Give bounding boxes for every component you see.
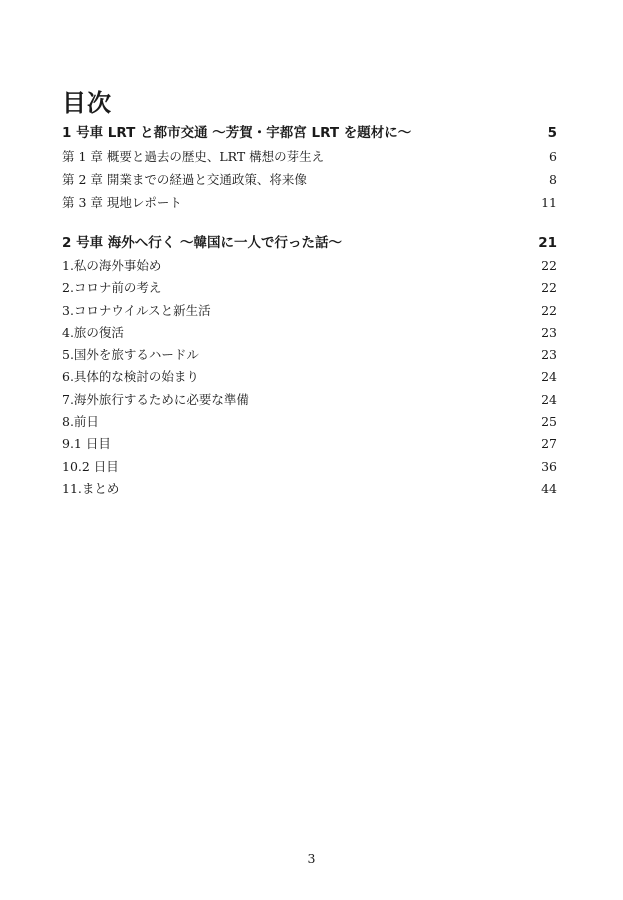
toc-entry-label: 1.私の海外事始め <box>62 258 162 273</box>
toc-title: 目次 <box>62 89 112 117</box>
toc-entry[interactable] <box>62 389 557 411</box>
toc-entry-label: 第 3 章 現地レポート <box>62 195 182 210</box>
toc-entry-page: 24 <box>541 369 557 385</box>
toc-heading-page: 5 <box>547 125 557 141</box>
toc-entry-page: 36 <box>541 458 557 474</box>
toc-entry[interactable] <box>62 145 557 168</box>
toc-entry-page: 23 <box>541 324 557 340</box>
toc-entry-label: 6.具体的な検討の始まり <box>62 369 199 385</box>
toc-entry-page: 11 <box>541 195 557 210</box>
toc-heading-label: 1 号車 LRT と都市交通 ～芳賀・宇都宮 LRT を題材に～ <box>62 125 412 141</box>
toc-entry-list <box>62 255 557 500</box>
toc-entry-label: 5.国外を旅するハードル <box>62 347 199 363</box>
toc-entry-label: 11.まとめ <box>62 480 120 496</box>
toc-entry[interactable] <box>62 191 557 214</box>
toc-entry-label: 2.コロナ前の考え <box>62 280 162 296</box>
toc-entry-label: 4.旅の復活 <box>62 324 124 340</box>
toc-entry-page: 6 <box>549 149 557 164</box>
toc-entry-page: 22 <box>541 258 557 273</box>
toc-entry-label: 8.前日 <box>62 414 99 430</box>
toc-entry[interactable] <box>62 277 557 299</box>
toc-entry-label: 9.1 日目 <box>62 436 111 452</box>
toc-entry-page: 24 <box>541 391 557 407</box>
toc-entry[interactable] <box>62 411 557 433</box>
toc-entry[interactable] <box>62 366 557 388</box>
toc-entry[interactable] <box>62 456 557 478</box>
toc-entry[interactable] <box>62 322 557 344</box>
toc-entry[interactable] <box>62 168 557 191</box>
toc-entry[interactable] <box>62 344 557 366</box>
toc-section-heading[interactable] <box>62 121 557 145</box>
toc-entry-label: 10.2 日目 <box>62 458 119 474</box>
toc-entry[interactable] <box>62 300 557 322</box>
toc-entry-page: 25 <box>541 414 557 430</box>
toc-entry-label: 第 1 章 概要と過去の歴史、LRT 構想の芽生え <box>62 149 325 164</box>
toc-heading-page: 21 <box>538 235 557 251</box>
toc-entry-page: 44 <box>541 480 557 496</box>
toc-entry-list <box>62 145 557 214</box>
toc-entry-label: 3.コロナウイルスと新生活 <box>62 302 211 318</box>
toc-section-heading[interactable] <box>62 231 557 255</box>
toc-entry[interactable] <box>62 255 557 277</box>
toc-entry-label: 7.海外旅行するために必要な準備 <box>62 391 249 407</box>
toc-entry-page: 22 <box>541 302 557 318</box>
toc-entry-page: 8 <box>549 172 557 187</box>
toc-entry-page: 27 <box>541 436 557 452</box>
toc-entry-page: 22 <box>541 280 557 296</box>
toc-entry[interactable] <box>62 433 557 455</box>
toc-entry-label: 第 2 章 開業までの経過と交通政策、将来像 <box>62 172 307 187</box>
toc-entry-page: 23 <box>541 347 557 363</box>
toc-section-2 <box>62 231 557 500</box>
page-number: 3 <box>307 851 316 866</box>
toc-entry[interactable] <box>62 478 557 500</box>
toc-section-1 <box>62 121 557 214</box>
toc-heading-label: 2 号車 海外へ行く ～韓国に一人で行った話～ <box>62 235 342 251</box>
